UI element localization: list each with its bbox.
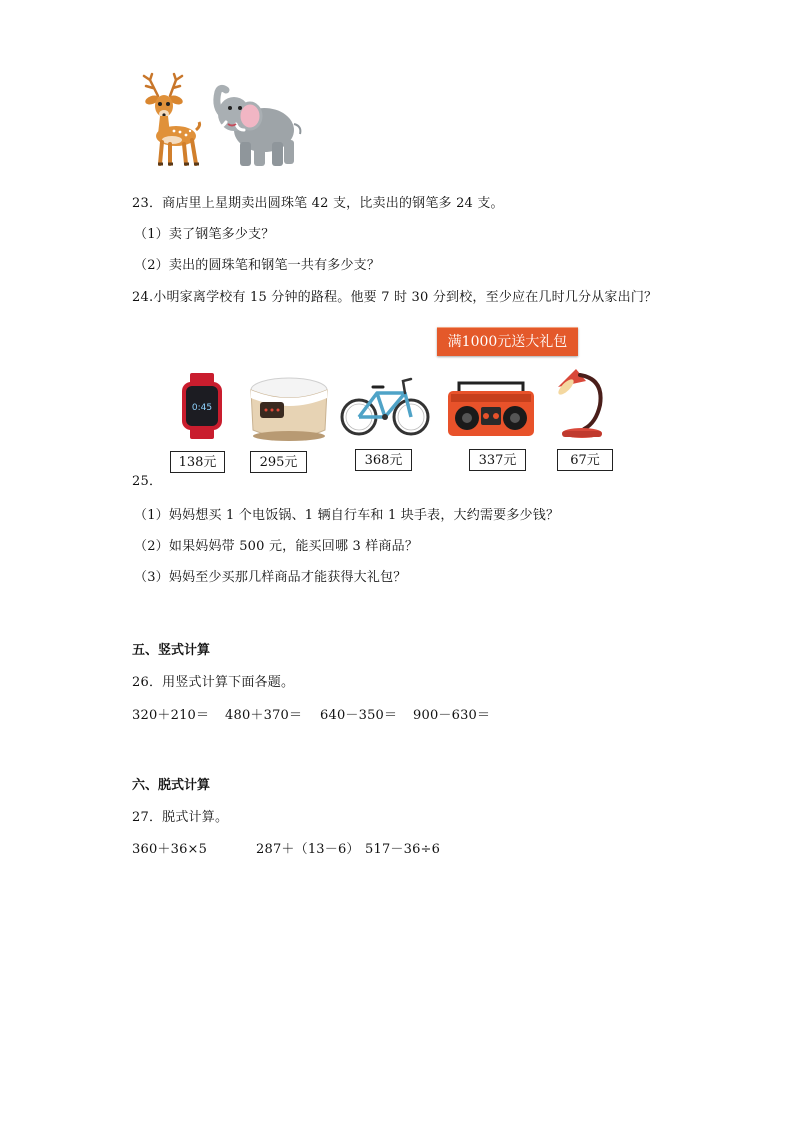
expression: 480＋370＝ bbox=[225, 708, 303, 723]
question-26-text: 26．用竖式计算下面各题。 bbox=[132, 675, 295, 690]
expression: 900－630＝ bbox=[413, 708, 491, 723]
question-23-text: 23．商店里上星期卖出圆珠笔 42 支，比卖出的钢笔多 24 支。 bbox=[132, 196, 504, 211]
deer-illustration bbox=[140, 74, 202, 169]
question-23-sub-2: （2）卖出的圆珠笔和钢笔一共有多少支？ bbox=[134, 258, 381, 273]
elephant-illustration bbox=[212, 84, 302, 170]
expression: 360＋36×5 bbox=[132, 842, 208, 857]
expression: 517－36÷6 bbox=[365, 842, 441, 857]
rice-cooker-icon bbox=[246, 376, 332, 444]
price-label-radio: 337元 bbox=[469, 449, 526, 471]
section-6-heading: 六、脱式计算 bbox=[132, 778, 211, 793]
question-25-sub-2: （2）如果妈妈带 500 元，能买回哪 3 样商品？ bbox=[134, 539, 419, 554]
question-25-sub-3: （3）妈妈至少买那几样商品才能获得大礼包？ bbox=[134, 570, 407, 585]
expression: 287＋（13－6） bbox=[256, 842, 360, 857]
price-label-bicycle: 368元 bbox=[355, 449, 412, 471]
expression: 320＋210＝ bbox=[132, 708, 210, 723]
desk-lamp-icon bbox=[552, 365, 608, 441]
question-25-sub-1: （1）妈妈想买 1 个电饭锅、1 辆自行车和 1 块手表，大约需要多少钱？ bbox=[134, 508, 560, 523]
smartwatch-icon bbox=[180, 373, 224, 439]
radio-cassette-icon bbox=[447, 379, 535, 437]
price-label-watch: 138元 bbox=[170, 451, 225, 473]
question-24-text: 24.小明家离学校有 15 分钟的路程。他要 7 时 30 分到校，至少应在几时几分从家出门？ bbox=[132, 290, 658, 305]
bicycle-icon bbox=[339, 375, 431, 437]
question-23-sub-1: （1）卖了钢笔多少支？ bbox=[134, 227, 275, 242]
promo-banner: 满1000元送大礼包 bbox=[437, 327, 578, 356]
section-5-heading: 五、竖式计算 bbox=[132, 643, 211, 658]
expression: 640－350＝ bbox=[320, 708, 398, 723]
price-label-lamp: 67元 bbox=[557, 449, 613, 471]
watch-time-display: 0:45 bbox=[191, 403, 213, 413]
question-25-number: 25． bbox=[132, 474, 163, 489]
price-label-rice-cooker: 295元 bbox=[250, 451, 307, 473]
question-27-text: 27．脱式计算。 bbox=[132, 810, 229, 825]
